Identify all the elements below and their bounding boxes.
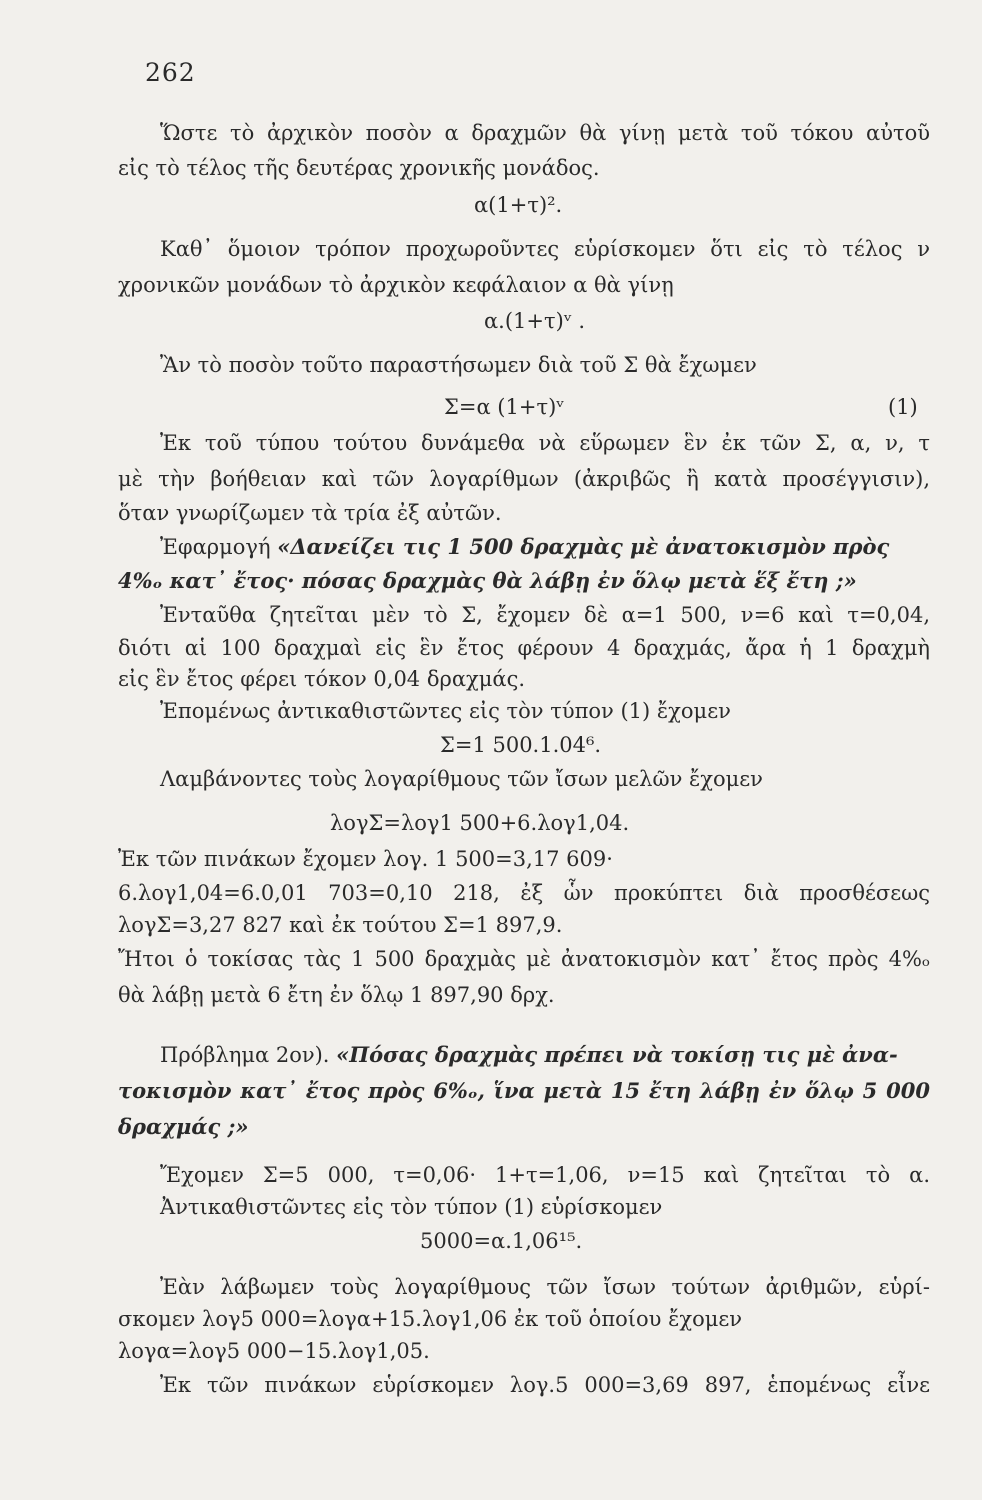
text-line: τοκισμὸν κατ᾽ ἔτος πρὸς 6%ₒ, ἵνα μετὰ 15 ἔτη λάβῃ ἐν ὅλῳ 5 000 xyxy=(118,1078,930,1103)
text-line: δραχμάς ;» xyxy=(118,1114,249,1139)
equation-number: (1) xyxy=(888,395,918,419)
formula-main: Σ=α (1+τ)ᵛ xyxy=(444,395,565,419)
text-line: 4%ₒ κατ᾽ ἔτος· πόσας δραχμὰς θὰ λάβῃ ἐν ὅλῳ μετὰ ἕξ ἔτη ;» xyxy=(118,568,857,593)
formula: α.(1+τ)ᵛ . xyxy=(484,309,585,333)
page-number: 262 xyxy=(145,58,196,87)
text-line: χρονικῶν μονάδων τὸ ἀρχικὸν κεφάλαιον α θὰ γίνῃ xyxy=(118,273,674,297)
text-line: 6.λογ1,04=6.0,01 703=0,10 218, ἐξ ὧν προκύπτει διὰ προσθέσεως xyxy=(118,881,930,905)
formula: λογΣ=λογ1 500+6.λογ1,04. xyxy=(330,811,630,835)
text-line: Λαμβάνοντες τοὺς λογαρίθμους τῶν ἴσων μελῶν ἔχομεν xyxy=(160,767,763,791)
text-line: Ἤτοι ὁ τοκίσας τὰς 1 500 δραχμὰς μὲ ἀνατοκισμὸν κατ᾽ ἔτος πρὸς 4%ₒ xyxy=(118,947,930,971)
text-line xyxy=(160,1040,930,1070)
text-line: Ἐκ τοῦ τύπου τούτου δυνάμεθα νὰ εὕρωμεν ἓν ἐκ τῶν Σ, α, ν, τ xyxy=(160,431,930,455)
text-line: σκομεν λογ5 000=λογα+15.λογ1,06 ἐκ τοῦ ὁποίου ἔχομεν xyxy=(118,1307,743,1331)
example-label: Ἐφαρμογή xyxy=(160,535,271,559)
text-line: ὅταν γνωρίζωμεν τὰ τρία ἐξ αὐτῶν. xyxy=(118,501,502,525)
text-line: Ἐπομένως ἀντικαθιστῶντες εἰς τὸν τύπον (1) ἔχομεν xyxy=(160,699,731,723)
problem-question: «Πόσας δραχμὰς πρέπει νὰ τοκίσῃ τις μὲ ἀνα- xyxy=(336,1042,898,1067)
text-line: Ἐὰν λάβωμεν τοὺς λογαρίθμους τῶν ἴσων τούτων ἀριθμῶν, εὑρί- xyxy=(160,1275,930,1299)
text-line: Ἐνταῦθα ζητεῖται μὲν τὸ Σ, ἔχομεν δὲ α=1 500, ν=6 καὶ τ=0,04, xyxy=(160,603,930,627)
formula: 5000=α.1,06¹⁵. xyxy=(420,1229,583,1253)
text-line: Ἐκ τῶν πινάκων ἔχομεν λογ. 1 500=3,17 609· xyxy=(118,847,613,871)
text-line: διότι αἱ 100 δραχμαὶ εἰς ἓν ἔτος φέρουν 4 δραχμάς, ἄρα ἡ 1 δραχμὴ xyxy=(118,636,930,660)
text-line: εἰς ἓν ἔτος φέρει τόκον 0,04 δραχμάς. xyxy=(118,667,526,691)
text-line: θὰ λάβῃ μετὰ 6 ἔτη ἐν ὅλῳ 1 897,90 δρχ. xyxy=(118,983,555,1007)
text-line: Ἂν τὸ ποσὸν τοῦτο παραστήσωμεν διὰ τοῦ Σ θὰ ἔχωμεν xyxy=(160,353,757,377)
text-line: Ἀντικαθιστῶντες εἰς τὸν τύπον (1) εὑρίσκομεν xyxy=(160,1195,663,1219)
problem-label: Πρόβλημα 2ον). xyxy=(160,1043,330,1067)
text-line: λογΣ=3,27 827 καὶ ἐκ τούτου Σ=1 897,9. xyxy=(118,913,563,937)
text-line: εἰς τὸ τέλος τῆς δευτέρας χρονικῆς μονάδος. xyxy=(118,156,600,180)
formula: α(1+τ)². xyxy=(474,193,563,217)
text-line: λογα=λογ5 000−15.λογ1,05. xyxy=(118,1339,430,1363)
formula: Σ=1 500.1.04⁶. xyxy=(440,733,602,757)
text-line xyxy=(160,532,930,562)
example-question: «Δανείζει τις 1 500 δραχμὰς μὲ ἀνατοκισμὸν πρὸς xyxy=(277,534,890,559)
text-line: Καθ᾽ ὅμοιον τρόπον προχωροῦντες εὑρίσκομεν ὅτι εἰς τὸ τέλος ν xyxy=(160,237,930,261)
text-line: Ἔχομεν Σ=5 000, τ=0,06· 1+τ=1,06, ν=15 καὶ ζητεῖται τὸ α. xyxy=(160,1163,930,1187)
text-line: μὲ τὴν βοήθειαν καὶ τῶν λογαρίθμων (ἀκριβῶς ἢ κατὰ προσέγγισιν), xyxy=(118,467,930,491)
text-line: Ἐκ τῶν πινάκων εὑρίσκομεν λογ.5 000=3,69 897, ἑπομένως εἶνε xyxy=(160,1373,930,1397)
text-line: Ὥστε τὸ ἀρχικὸν ποσὸν α δραχμῶν θὰ γίνῃ μετὰ τοῦ τόκου αὐτοῦ xyxy=(160,121,930,145)
